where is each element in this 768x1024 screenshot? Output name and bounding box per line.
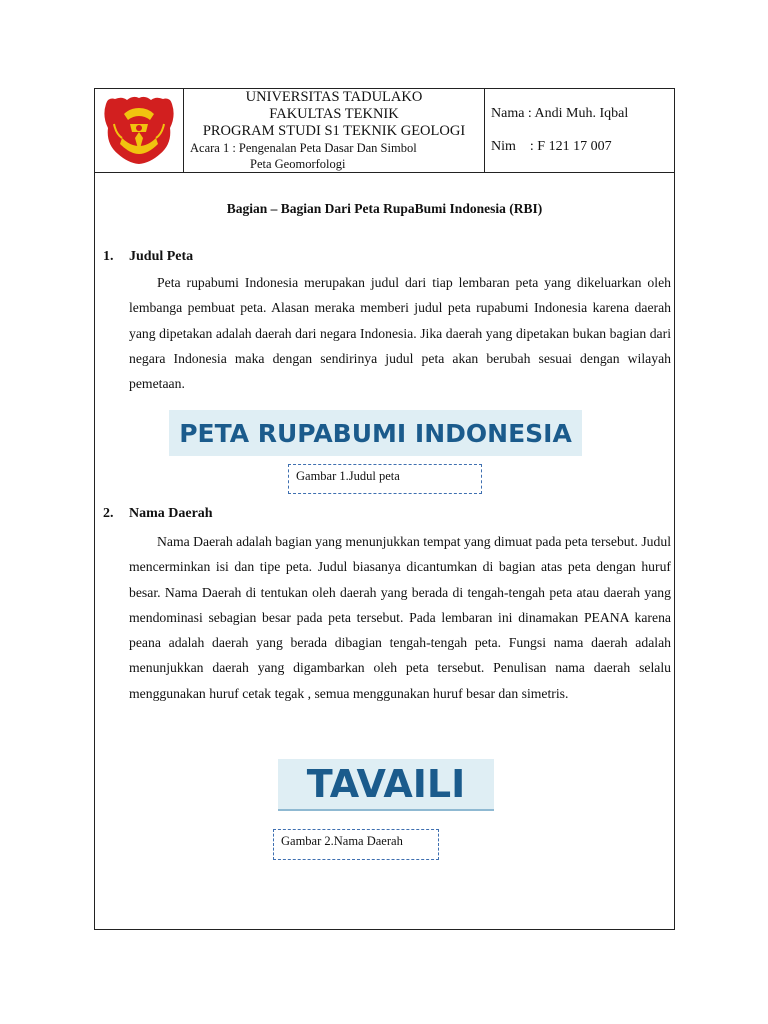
item-2-title: Nama Daerah [129,506,213,521]
faculty-name: FAKULTAS TEKNIK [269,106,399,122]
info-cell [485,89,674,172]
acara-line-2: Peta Geomorfologi [250,157,346,171]
item-1-title: Judul Peta [129,249,194,264]
university-name: UNIVERSITAS TADULAKO [245,89,423,105]
document-frame [94,88,675,930]
map-title-image: PETA RUPABUMI INDONESIA [169,410,582,456]
item-2-number: 2. [103,506,114,521]
header-table [95,89,674,173]
caption-1: Gambar 1.Judul peta [288,464,482,494]
logo-cell [95,89,184,172]
item-1-paragraph: Peta rupabumi Indonesia merupakan judul dari tiap lembaran peta yang dikeluarkan oleh lembanga pembuat peta. Alasan meraka memberi judul peta rupabumi Indonesia karena daerah yang dipetakan adalah daerah dari negara Indonesia. Jika daerah yang dipetakan bukan bagian dari negara Indonesia maka dengan sendirinya judul peta akan berubah sesuai dengan wilayah pemetaan. [129,275,671,392]
caption-2: Gambar 2.Nama Daerah [273,829,439,860]
title-cell [184,89,485,172]
student-nim: Nim : F 121 17 007 [491,139,612,154]
university-emblem-icon [100,94,178,166]
section-title: Bagian – Bagian Dari Peta RupaBumi Indonesia (RBI) [226,201,543,216]
item-1-number: 1. [103,249,114,264]
region-name-image: TAVAILI [278,759,494,811]
program-name: PROGRAM STUDI S1 TEKNIK GEOLOGI [202,123,466,139]
student-name: Nama : Andi Muh. Iqbal [491,106,629,121]
item-2-paragraph: Nama Daerah adalah bagian yang menunjukkan tempat yang dimuat pada peta tersebut. Judul mencerminkan isi dan tipe peta. Judul biasanya dicantumkan di bagian atas peta dengan huruf besar. Nama Daerah di tentukan oleh daerah yang berada di tengah-tengah peta atau daerah yang mendominasi sebagian besar pada peta tersebut. Pada lembaran ini dinamakan PEANA karena peana adalah daerah yang berada dibagian tengah-tengah peta. Fungsi nama daerah adalah menunjukkan daerah yang digambarkan oleh peta tersebut. Penulisan nama daerah selalu menggunakan huruf cetak tegak , semua menggunakan huruf besar dan simetris. [129,534,671,701]
acara-line-1: Acara 1 : Pengenalan Peta Dasar Dan Simbol [190,141,417,155]
